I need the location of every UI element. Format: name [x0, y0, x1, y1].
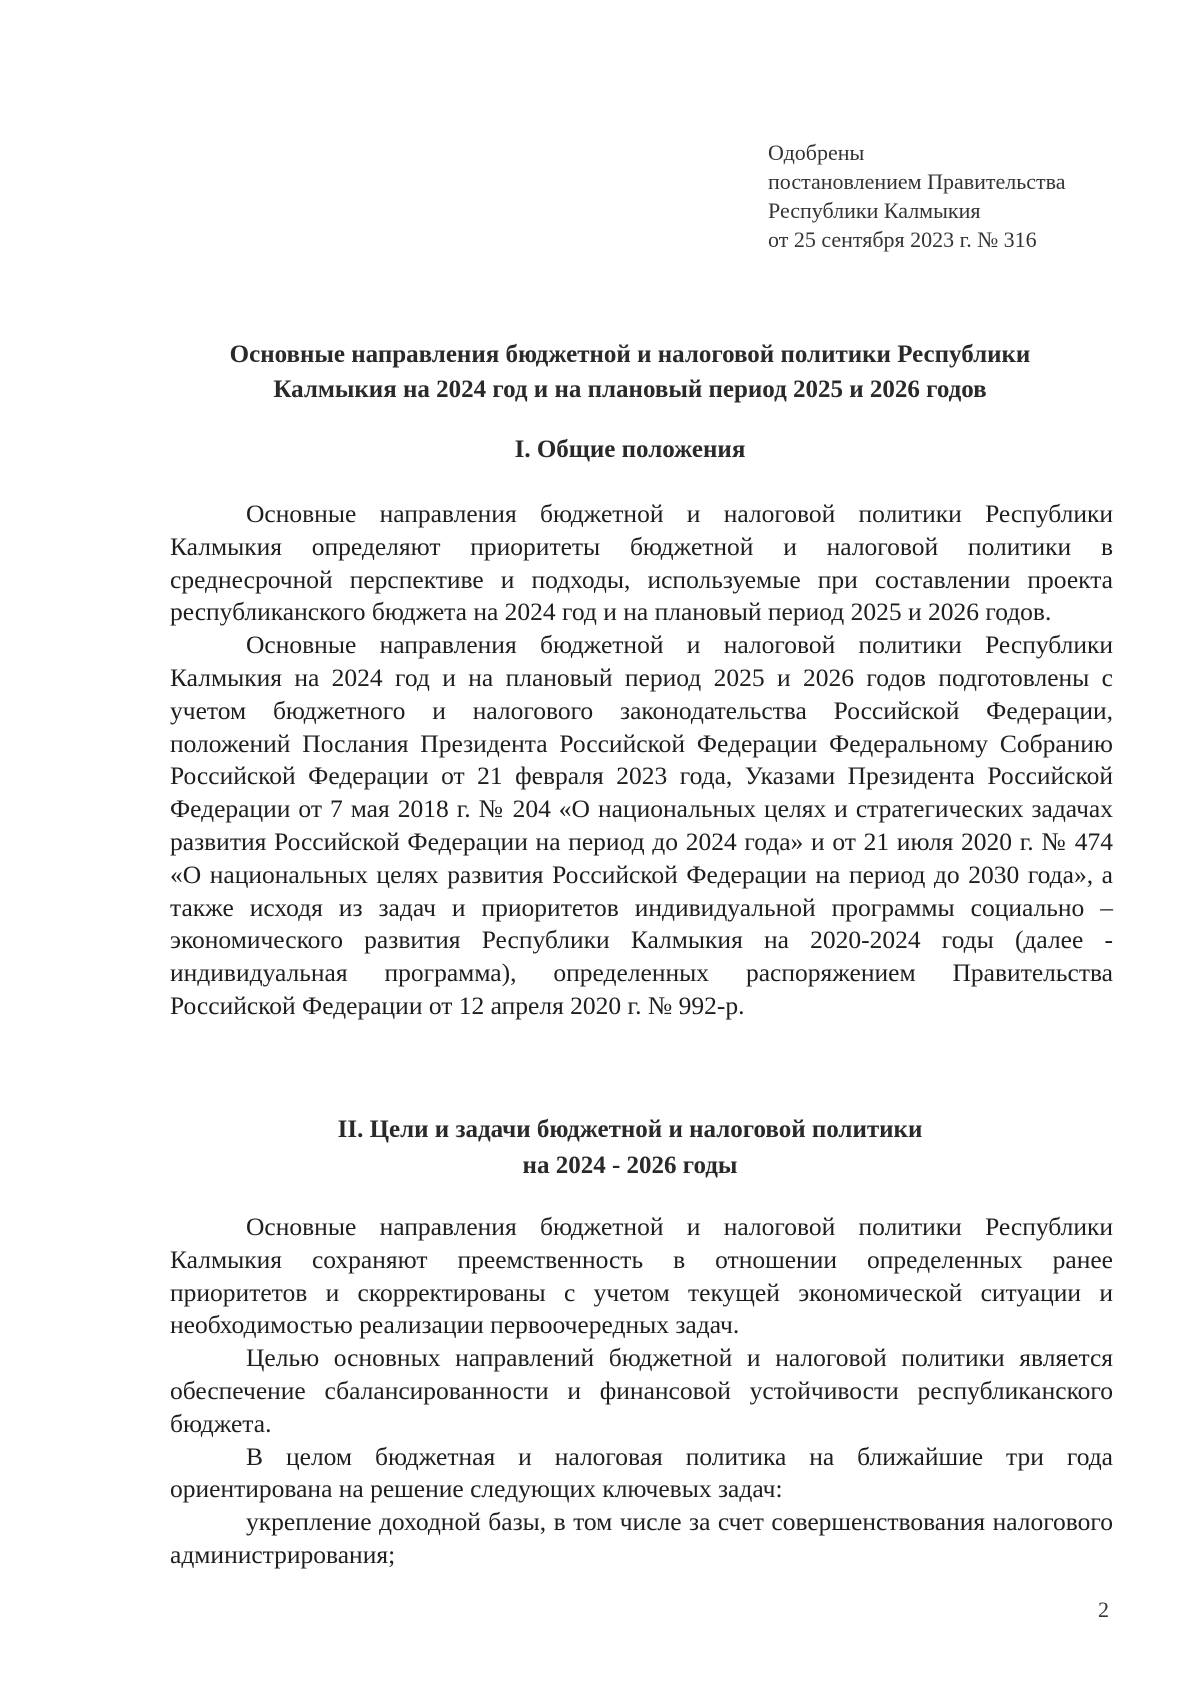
- page-number: 2: [1098, 1597, 1109, 1622]
- section-2-heading: [150, 1112, 1110, 1184]
- paragraph: Целью основных направлений бюджетной и налоговой политики является обеспечение сбалансированности и финансовой устойчивости республиканского бюджета.: [170, 1343, 1113, 1438]
- document-title-line-2: Калмыкия на 2024 год и на плановый период 2025 и 2026 годов: [273, 376, 987, 403]
- approval-line-2: постановлением Правительства: [768, 169, 1066, 194]
- document-title: [150, 337, 1110, 407]
- section-2-heading-line-1: II. Цели и задачи бюджетной и налоговой политики: [337, 1116, 923, 1143]
- paragraph: Основные направления бюджетной и налоговой политики Республики Калмыкия на 2024 год и на плановый период 2025 и 2026 годов подготовлены с учетом бюджетного и налогового законодательства Российской Федерации, положений Послания Президента Российской Федерации Федеральному Собранию Российской Федерации от 21 февраля 2023 года, Указами Президента Российской Федерации от 7 мая 2018 г. № 204 «О национальных целях и стратегических задачах развития Российской Федерации на период до 2024 года» и от 21 июля 2020 г. № 474 «О национальных целях развития Российской Федерации на период до 2030 года», а также исходя из задач и приоритетов индивидуальной программы социально – экономического развития Республики Калмыкия на 2020-2024 годы (далее - индивидуальная программа), определенных распоряжением Правительства Российской Федерации от 12 апреля 2020 г. № 992-р.: [170, 630, 1113, 1020]
- section-2-body: [170, 1211, 1113, 1572]
- paragraph: Основные направления бюджетной и налоговой политики Республики Калмыкия определяют приоритеты бюджетной и налоговой политики в среднесрочной перспективе и подходы, используемые при составлении проекта республиканского бюджета на 2024 год и на плановый период 2025 и 2026 годов.: [170, 499, 1113, 627]
- section-1-heading: I. Общие положения: [514, 436, 746, 463]
- document-title-line-1: Основные направления бюджетной и налоговой политики Республики: [229, 341, 1031, 368]
- approval-line-4: от 25 сентября 2023 г. № 316: [768, 227, 1037, 252]
- approval-line-1: Одобрены: [768, 140, 865, 165]
- section-2-heading-line-2: на 2024 - 2026 годы: [522, 1152, 738, 1179]
- paragraph: В целом бюджетная и налоговая политика на ближайшие три года ориентирована на решение следующих ключевых задач:: [170, 1441, 1113, 1504]
- paragraph: укрепление доходной базы, в том числе за счет совершенствования налогового администрирования;: [170, 1507, 1113, 1569]
- approval-stamp: [768, 138, 1066, 254]
- approval-line-3: Республики Калмыкия: [768, 198, 981, 223]
- section-1-body: [170, 498, 1113, 1023]
- paragraph: Основные направления бюджетной и налоговой политики Республики Калмыкия сохраняют преемственность в отношении определенных ранее приоритетов и скорректированы с учетом текущей экономической ситуации и необходимостью реализации первоочередных задач.: [170, 1212, 1113, 1340]
